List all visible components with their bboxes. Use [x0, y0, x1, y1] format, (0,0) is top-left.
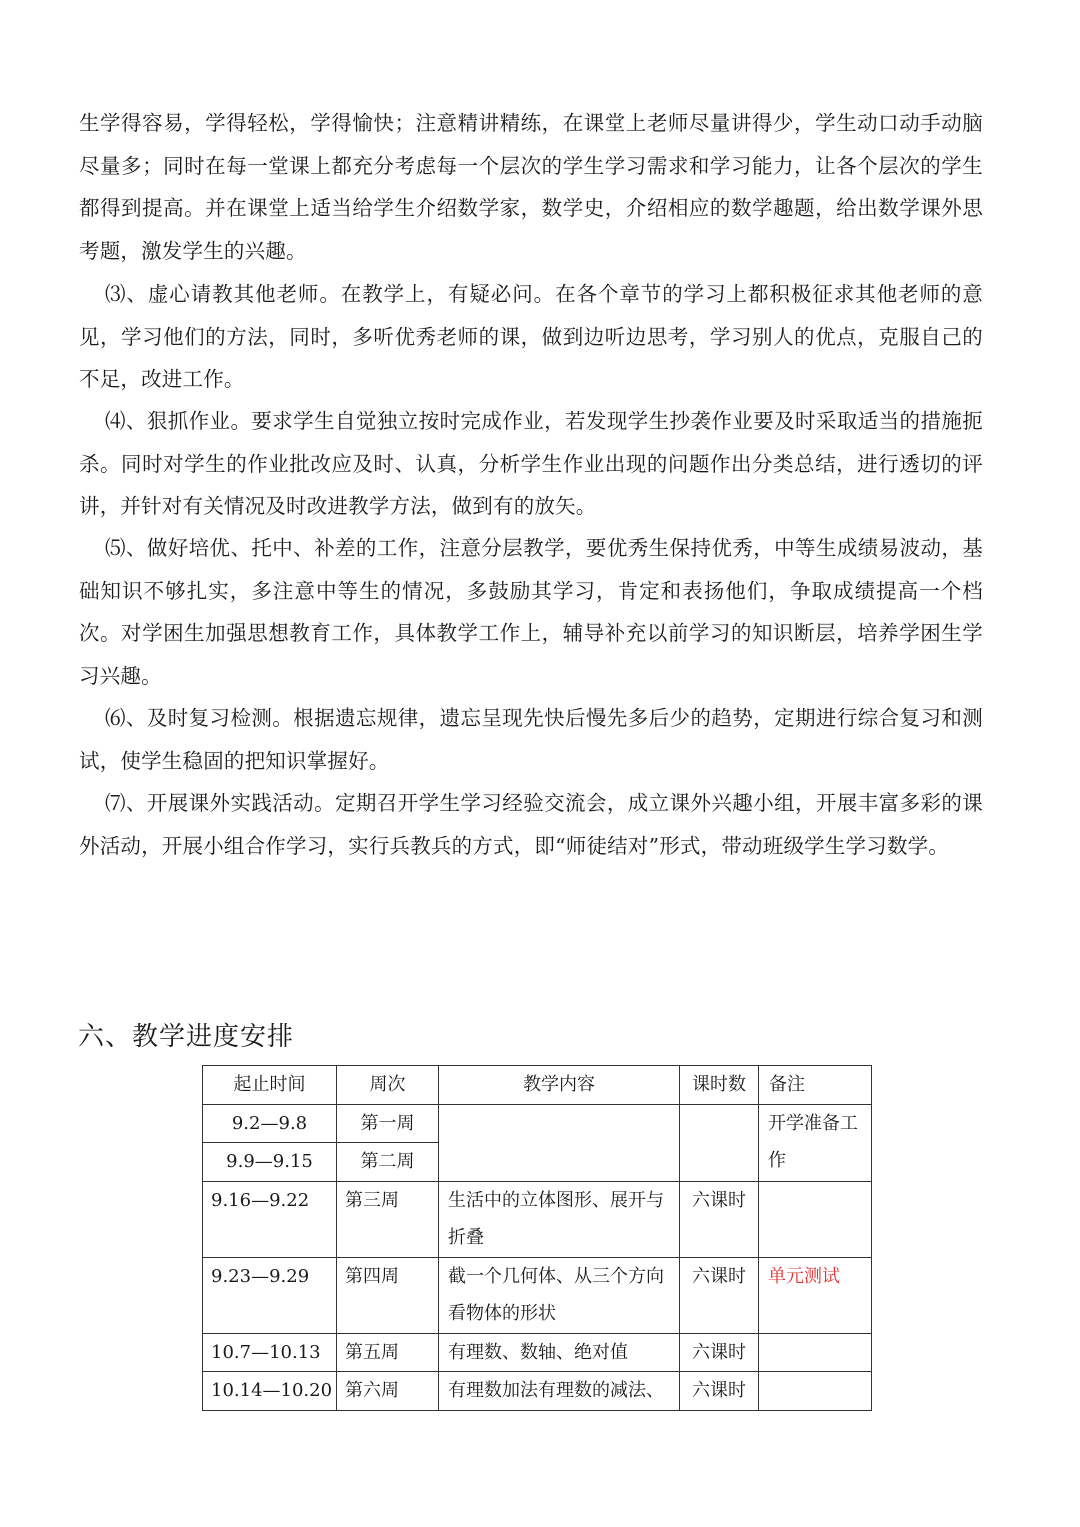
cell-hours: 六课时: [680, 1181, 759, 1257]
cell-note: [759, 1181, 872, 1257]
paragraph-item-5: ⑸、做好培优、托中、补差的工作，注意分层教学，要优秀生保持优秀，中等生成绩易波动，基础知识不够扎实，多注意中等生的情况，多鼓励其学习，肯定和表扬他们，争取成绩提高一个档次。对学困生加强思想教育工作，具体教学工作上，辅导补充以前学习的知识断层，培养学困生学习兴趣。: [79, 536, 983, 688]
cell-content: 有理数加法有理数的减法、: [439, 1372, 680, 1411]
table-row: [203, 1372, 872, 1411]
cell-week: 第四周: [337, 1257, 439, 1333]
table-row: [203, 1333, 872, 1372]
cell-time: 9.23—9.29: [203, 1257, 337, 1333]
cell-week: 第五周: [337, 1333, 439, 1372]
cell-week: 第六周: [337, 1372, 439, 1411]
cell-note: 开学准备工作: [759, 1104, 872, 1181]
schedule-table: [202, 1065, 872, 1411]
cell-week: 第三周: [337, 1181, 439, 1257]
table-header-row: [203, 1066, 872, 1105]
cell-week: 第一周: [337, 1104, 439, 1143]
cell-note: [759, 1372, 872, 1411]
cell-content: 有理数、数轴、绝对值: [439, 1333, 680, 1372]
header-week: 周次: [337, 1066, 439, 1105]
header-time: 起止时间: [203, 1066, 337, 1105]
cell-hours: [680, 1104, 759, 1181]
paragraph-item-7: ⑺、开展课外实践活动。定期召开学生学习经验交流会，成立课外兴趣小组，开展丰富多彩的课外活动，开展小组合作学习，实行兵教兵的方式，即“师徒结对”形式，带动班级学生学习数学。: [79, 791, 983, 858]
cell-note-unit-test: 单元测试: [759, 1257, 872, 1333]
cell-note: [759, 1333, 872, 1372]
cell-hours: 六课时: [680, 1333, 759, 1372]
cell-time: 10.14—10.20: [203, 1372, 337, 1411]
header-note: 备注: [759, 1066, 872, 1105]
cell-content: 生活中的立体图形、展开与折叠: [439, 1181, 680, 1257]
section-heading: 六、教学进度安排: [78, 1022, 295, 1052]
cell-time: 9.9—9.15: [203, 1143, 337, 1182]
cell-hours: 六课时: [680, 1372, 759, 1411]
cell-content: [439, 1104, 680, 1181]
paragraph-continuation: 生学得容易，学得轻松，学得愉快；注意精讲精练，在课堂上老师尽量讲得少，学生动口动手动脑尽量多；同时在每一堂课上都充分考虑每一个层次的学生学习需求和学习能力，让各个层次的学生都得到提高。并在课堂上适当给学生介绍数学家，数学史，介绍相应的数学趣题，给出数学课外思考题，激发学生的兴趣。: [79, 111, 983, 263]
header-hours: 课时数: [680, 1066, 759, 1105]
table-row: [203, 1257, 872, 1333]
cell-hours: 六课时: [680, 1257, 759, 1333]
cell-content: 截一个几何体、从三个方向看物体的形状: [439, 1257, 680, 1333]
header-content: 教学内容: [439, 1066, 680, 1105]
cell-time: 10.7—10.13: [203, 1333, 337, 1372]
cell-time: 9.2—9.8: [203, 1104, 337, 1143]
paragraph-item-6: ⑹、及时复习检测。根据遗忘规律，遗忘呈现先快后慢先多后少的趋势，定期进行综合复习和测试，使学生稳固的把知识掌握好。: [79, 706, 983, 773]
table-row: [203, 1104, 872, 1143]
paragraph-item-3: ⑶、虚心请教其他老师。在教学上，有疑必问。在各个章节的学习上都积极征求其他老师的意见，学习他们的方法，同时，多听优秀老师的课，做到边听边思考，学习别人的优点，克服自己的不足，改进工作。: [79, 282, 983, 392]
cell-week: 第二周: [337, 1143, 439, 1182]
paragraph-item-4: ⑷、狠抓作业。要求学生自觉独立按时完成作业，若发现学生抄袭作业要及时采取适当的措施扼杀。同时对学生的作业批改应及时、认真，分析学生作业出现的问题作出分类总结，进行透切的评讲，并针对有关情况及时改进教学方法，做到有的放矢。: [79, 409, 983, 519]
table-row: [203, 1181, 872, 1257]
cell-time: 9.16—9.22: [203, 1181, 337, 1257]
